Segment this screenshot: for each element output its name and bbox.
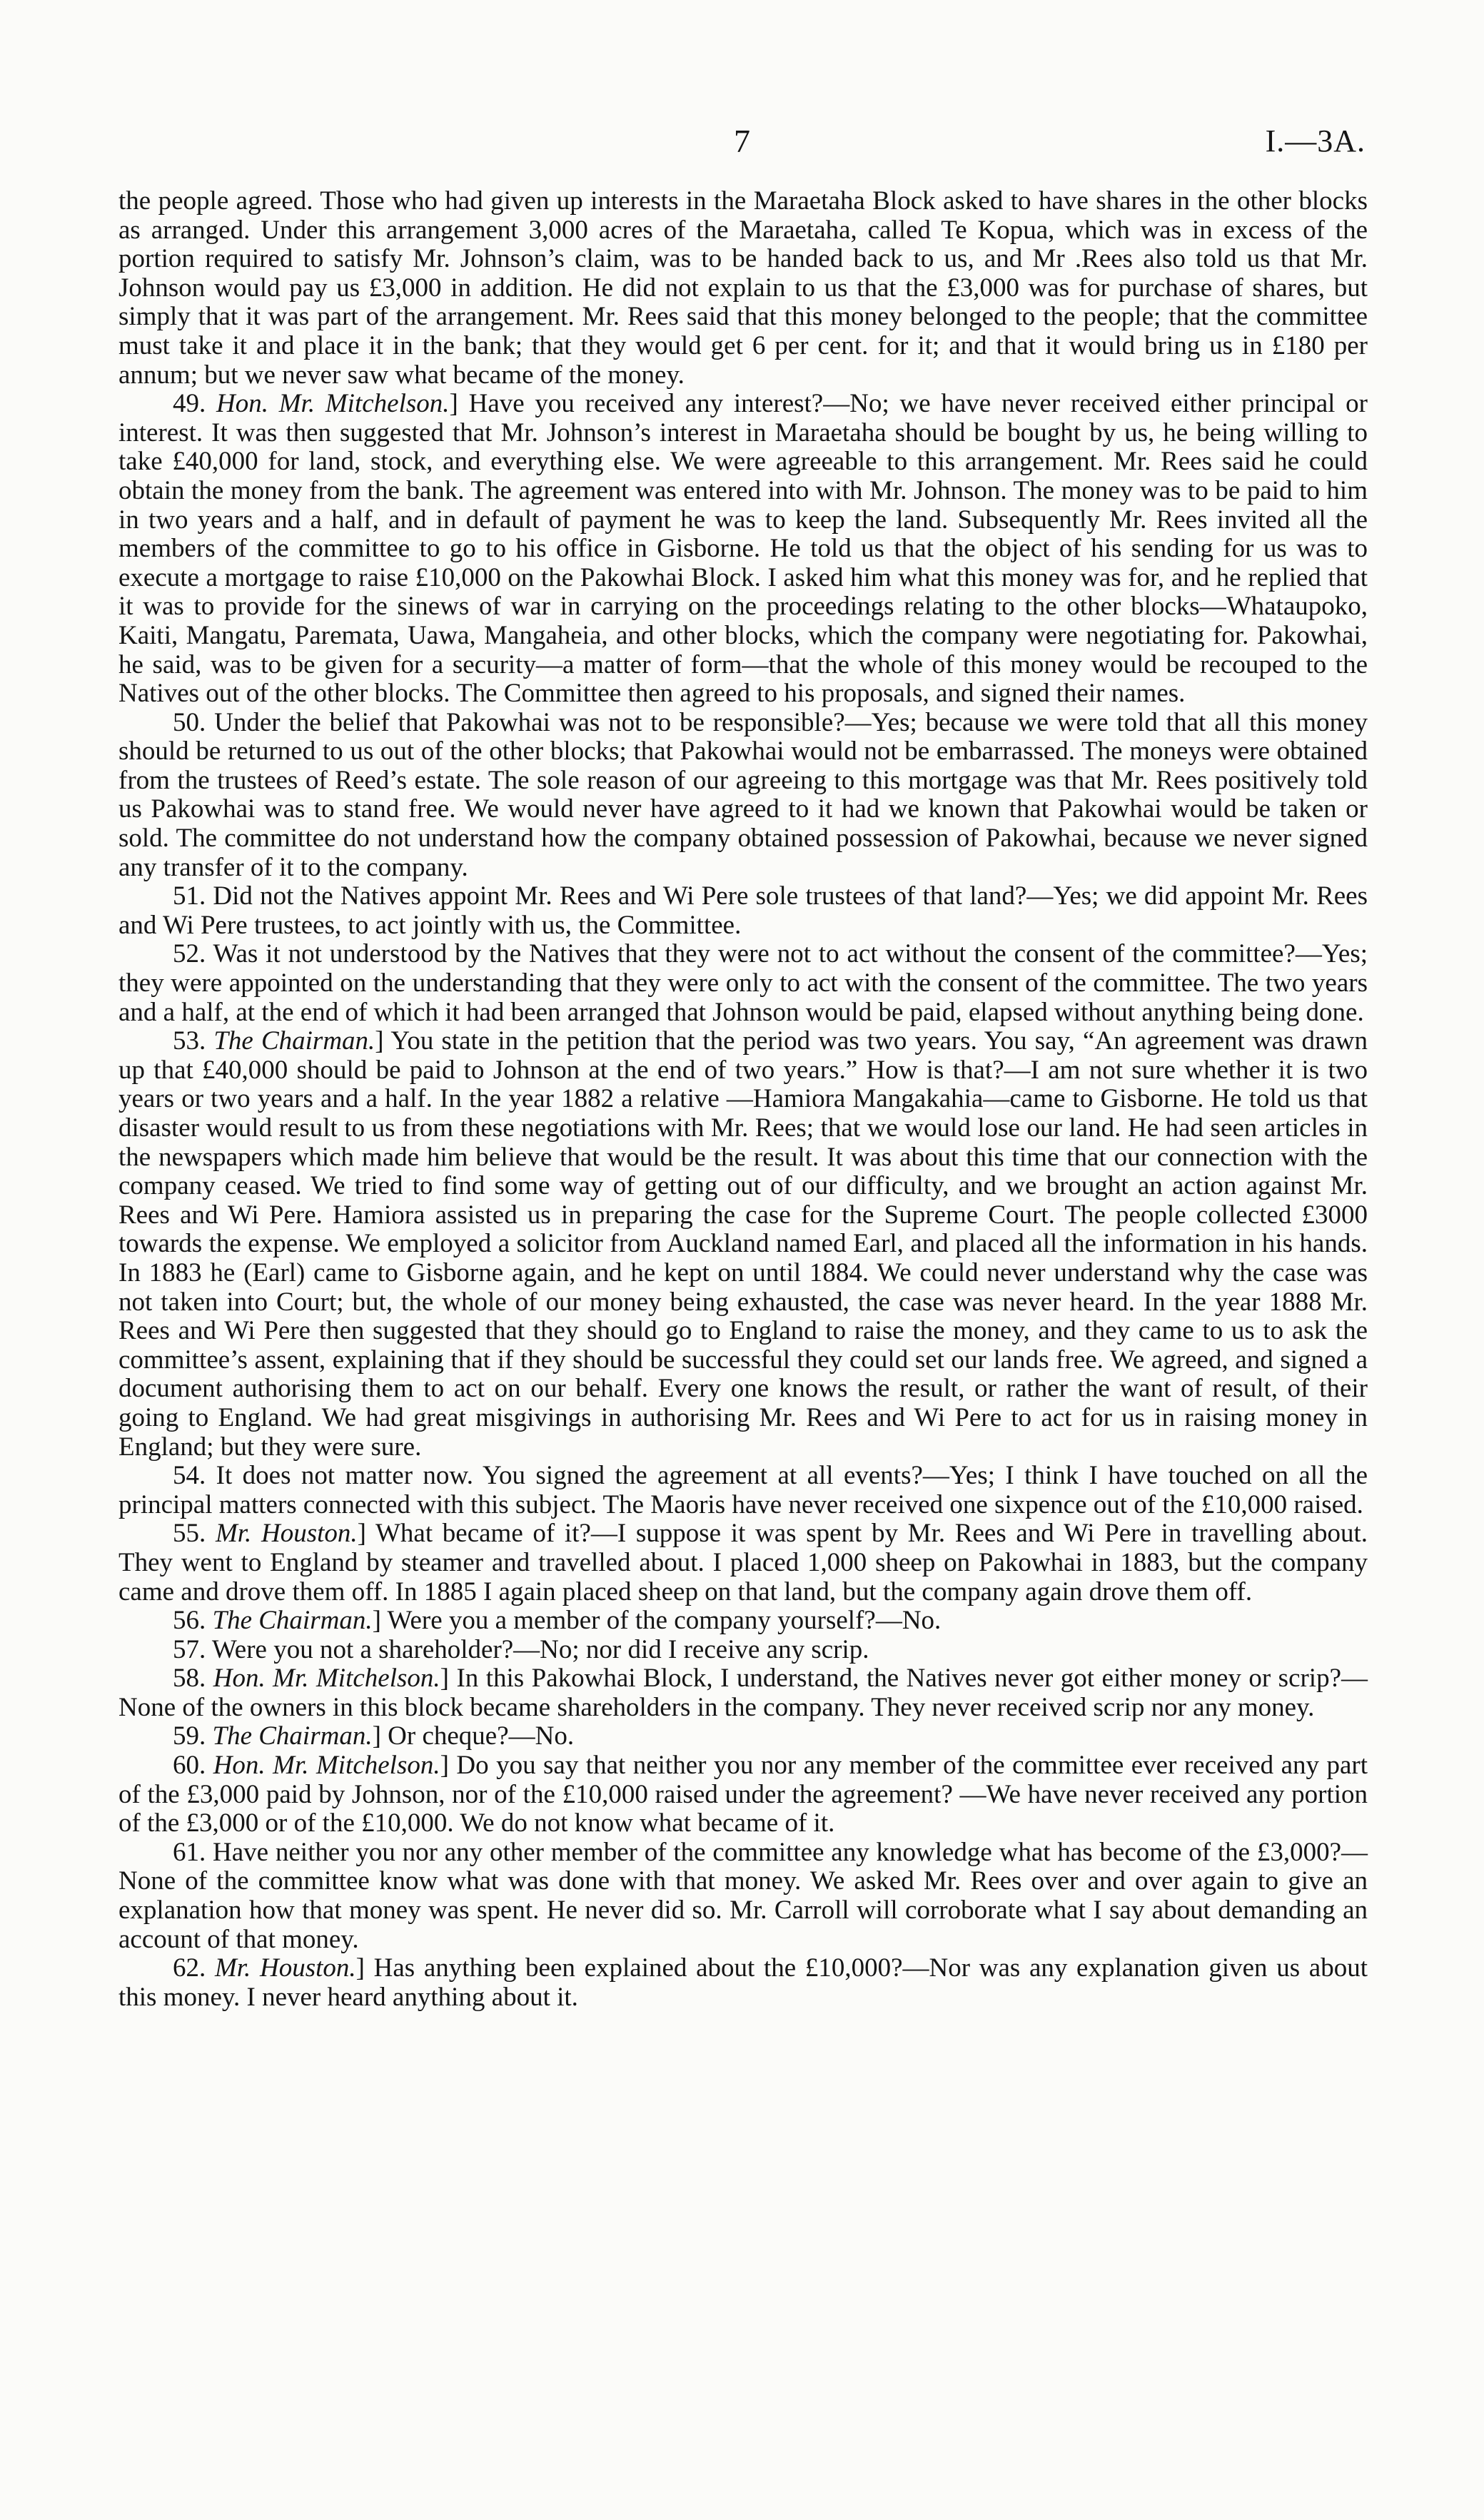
question-55: 55. Mr. Houston.] What became of it?—I suppose it was spent by Mr. Rees and Wi Pere in travelling about. They went to England by steamer and travelled about. I placed 1,000 sheep on Pakowhai in 1883, but the company came and drove them off. In 1885 I again placed sheep on that land, but the company again drove them off. bbox=[118, 1519, 1368, 1606]
question-text: Have neither you nor any other member of the committee any knowledge what has become of the £3,000?—None of the committee know what was done with that money. We asked Mr. Rees over and over again to give an explanation how that money was spent. He never did so. Mr. Carroll will corroborate what I say about demanding an account of that money. bbox=[118, 1837, 1368, 1954]
speaker: Mr. Houston. bbox=[214, 1953, 356, 1983]
question-57 bbox=[118, 1636, 1368, 1665]
question-number: 61. bbox=[173, 1837, 206, 1867]
question-number: 55. bbox=[173, 1519, 206, 1549]
question-text: Was it not understood by the Natives that they were not to act without the consent of the committee?—Yes; they were appointed on the understanding that they were only to act with the consent of the committee. The two years and a half, at the end of which it had been arranged that Johnson would be paid, elapsed without anything being done. bbox=[118, 939, 1368, 1027]
speaker: Hon. Mr. Mitchelson. bbox=[216, 389, 450, 419]
question-number: 53. bbox=[173, 1026, 206, 1056]
question-number: 62. bbox=[173, 1953, 206, 1983]
question-text: It does not matter now. You signed the agreement at all events?—Yes; I think I have touched on all the principal matters connected with this subject. The Maoris have never received one sixpence out of the £10,000 raised. bbox=[118, 1461, 1368, 1519]
paragraph bbox=[118, 187, 1368, 390]
document-body bbox=[118, 187, 1368, 2012]
question-text: Were you a member of the company yourself?—No. bbox=[387, 1606, 942, 1636]
question-number: 54. bbox=[173, 1461, 206, 1491]
question-text: In this Pakowhai Block, I understand, the Natives never got either money or scrip?—None of the owners in this block became shareholders in the company. They never received scrip nor any money. bbox=[118, 1664, 1368, 1722]
question-text: Have you received any interest?—No; we have never received either principal or interest. It was then suggested that Mr. Johnson’s interest in Maraetaha should be bought by us, he being willing to take £40,000 for land, stock, and everything else. We were agreeable to this arrangement. Mr. Rees said he could obtain the money from the bank. The agreement was entered into with Mr. Johnson. The money was to be paid to him in two years and a half, and in default of payment he was to keep the land. Subsequently Mr. Rees invited all the members of the committee to go to his office in Gisborne. He told us that the object of his sending for us was to execute a mortgage to raise £10,000 on the Pakowhai Block. I asked him what this money was for, and he replied that it was to provide for the sinews of war in carrying on the proceedings relating to the other blocks—Whataupoko, Kaiti, Mangatu, Paremata, Uawa, Mangaheia, and other blocks, which the company were negotiating for. Pakowhai, he said, was to be given for a security—a matter of form—that the whole of this money would be recouped to the Natives out of the other blocks. The Committee then agreed to his proposals, and signed their names. bbox=[118, 389, 1368, 709]
question-number: 49. bbox=[173, 389, 206, 419]
speaker: Hon. Mr. Mitchelson. bbox=[213, 1751, 440, 1781]
question-text: What became of it?—I suppose it was spent by Mr. Rees and Wi Pere in travelling about. They went to England by steamer and travelled about. I placed 1,000 sheep on Pakowhai in 1883, but the company came and drove them off. In 1885 I again placed sheep on that land, but the company again drove them off. bbox=[118, 1519, 1368, 1606]
question-61 bbox=[118, 1838, 1368, 1954]
question-59: 59. The Chairman.] Or cheque?—No. bbox=[173, 1721, 575, 1751]
question-number: 52. bbox=[173, 939, 206, 969]
question-60: 60. Hon. Mr. Mitchelson.] Do you say that neither you nor any member of the committee ever received any part of the £3,000 paid by Johnson, nor of the £10,000 raised under the agreement? —We have never received any portion of the £3,000 or of the £10,000. We do not know what became of it. bbox=[118, 1751, 1368, 1838]
question-50 bbox=[118, 709, 1368, 883]
question-number: 50. bbox=[173, 707, 206, 737]
speaker: Mr. Houston. bbox=[215, 1519, 358, 1549]
question-52 bbox=[118, 940, 1368, 1027]
speaker: The Chairman. bbox=[212, 1721, 373, 1751]
question-58: 58. Hon. Mr. Mitchelson.] In this Pakowhai Block, I understand, the Natives never got either money or scrip?—None of the owners in this block became shareholders in the company. They never received scrip nor any money. bbox=[118, 1664, 1368, 1722]
page-number: 7 bbox=[734, 123, 750, 159]
question-51 bbox=[118, 882, 1368, 940]
question-number: 59. bbox=[173, 1721, 206, 1751]
question-text: Under the belief that Pakowhai was not to be responsible?—Yes; because we were told that all this money should be returned to us out of the other blocks; that Pakowhai would not be embarrassed. The moneys were obtained from the trustees of Reed’s estate. The sole reason of our agreeing to this mortgage was that Mr. Rees positively told us Pakowhai was to stand free. We would never have agreed to it had we known that Pakowhai would be taken or sold. The committee do not understand how the company obtained possession of Pakowhai, because we never signed any transfer of it to the company. bbox=[118, 707, 1368, 882]
question-text: Has anything been explained about the £10,000?—Nor was any explanation given us about this money. I never heard anything about it. bbox=[118, 1953, 1368, 2012]
paragraph-text: the people agreed. Those who had given up interests in the Maraetaha Block asked to have shares in the other blocks as arranged. Under this arrangement 3,000 acres of the Maraetaha, called Te Kopua, which was in excess of the portion required to satisfy Mr. Johnson’s claim, was to be handed back to us, and Mr .Rees also told us that Mr. Johnson would pay us £3,000 in addition. He did not explain to us that the £3,000 was for purchase of shares, but simply that it was part of the arrangement. Mr. Rees said that this money belonged to the people; that the committee must take it and place it in the bank; that they would get 6 per cent. for it; and that it would bring us in £180 per annum; but we never saw what became of the money. bbox=[118, 186, 1368, 390]
question-number: 51. bbox=[173, 881, 206, 911]
question-49: 49. Hon. Mr. Mitchelson.] Have you received any interest?—No; we have never received either principal or interest. It was then suggested that Mr. Johnson’s interest in Maraetaha should be bought by us, he being willing to take £40,000 for land, stock, and everything else. We were agreeable to this arrangement. Mr. Rees said he could obtain the money from the bank. The agreement was entered into with Mr. Johnson. The money was to be paid to him in two years and a half, and in default of payment he was to keep the land. Subsequently Mr. Rees invited all the members of the committee to go to his office in Gisborne. He told us that the object of his sending for us was to execute a mortgage to raise £10,000 on the Pakowhai Block. I asked him what this money was for, and he replied that it was to provide for the sinews of war in carrying on the proceedings relating to the other blocks—Whataupoko, Kaiti, Mangatu, Paremata, Uawa, Mangaheia, and other blocks, which the company were negotiating for. Pakowhai, he said, was to be given for a security—a matter of form—that the whole of this money would be recouped to the Natives out of the other blocks. The Committee then agreed to his proposals, and signed their names. bbox=[118, 389, 1368, 709]
question-62: 62. Mr. Houston.] Has anything been explained about the £10,000?—Nor was any explanation given us about this money. I never heard anything about it. bbox=[118, 1953, 1368, 2012]
question-text: Were you not a shareholder?—No; nor did I receive any scrip. bbox=[211, 1634, 869, 1664]
speaker: The Chairman. bbox=[212, 1606, 373, 1636]
speaker: The Chairman. bbox=[213, 1026, 375, 1056]
question-number: 60. bbox=[173, 1751, 206, 1781]
question-56: 56. The Chairman.] Were you a member of the company yourself?—No. bbox=[173, 1606, 942, 1636]
question-number: 56. bbox=[173, 1606, 206, 1636]
speaker: Hon. Mr. Mitchelson. bbox=[213, 1664, 440, 1694]
question-number: 57. bbox=[173, 1634, 206, 1664]
question-number: 58. bbox=[173, 1664, 206, 1694]
document-reference: I.—3A. bbox=[1265, 123, 1366, 158]
question-text: Did not the Natives appoint Mr. Rees and Wi Pere sole trustees of that land?—Yes; we did appoint Mr. Rees and Wi Pere trustees, to act jointly with us, the Committee. bbox=[118, 881, 1368, 940]
question-53: 53. The Chairman.] You state in the petition that the period was two years. You say, “An agreement was drawn up that £40,000 should be paid to Johnson at the end of two years.” How is that?—I am not sure whether it is two years or two years and a half. In the year 1882 a relative —Hamiora Mangakahia—came to Gisborne. He told us that disaster would result to us from these negotiations with Mr. Rees; that we would lose our land. He had seen articles in the newspapers which made him believe that would be the result. It was about this time that our connection with the company ceased. We tried to find some way of getting out of our difficulty, and we brought an action against Mr. Rees and Wi Pere. Hamiora assisted us in preparing the case for the Supreme Court. The people collected £3000 towards the expense. We employed a solicitor from Auckland named Earl, and placed all the information in his hands. In 1883 he (Earl) came to Gisborne again, and he kept on until 1884. We could never understand why the case was not taken into Court; but, the whole of our money being exhausted, the case was never heard. In the year 1888 Mr. Rees and Wi Pere then suggested that they should go to England to raise the money, and they came to us to ask the committee’s assent, explaining that if they should be successful they could set our lands free. We agreed, and signed a document authorising them to act on our behalf. Every one knows the result, or rather the want of result, of their going to England. We had great misgivings in authorising Mr. Rees and Wi Pere to act for us in raising money in England; but they were sure. bbox=[118, 1026, 1368, 1462]
question-text: You state in the petition that the period was two years. You say, “An agreement was drawn up that £40,000 should be paid to Johnson at the end of two years.” How is that?—I am not sure whether it is two years or two years and a half. In the year 1882 a relative —Hamiora Mangakahia—came to Gisborne. He told us that disaster would result to us from these negotiations with Mr. Rees; that we would lose our land. He had seen articles in the newspapers which made him believe that would be the result. It was about this time that our connection with the company ceased. We tried to find some way of getting out of our difficulty, and we brought an action against Mr. Rees and Wi Pere. Hamiora assisted us in preparing the case for the Supreme Court. The people collected £3000 towards the expense. We employed a solicitor from Auckland named Earl, and placed all the information in his hands. In 1883 he (Earl) came to Gisborne again, and he kept on until 1884. We could never understand why the case was not taken into Court; but, the whole of our money being exhausted, the case was never heard. In the year 1888 Mr. Rees and Wi Pere then suggested that they should go to England to raise the money, and they came to us to ask the committee’s assent, explaining that if they should be successful they could set our lands free. We agreed, and signed a document authorising them to act on our behalf. Every one knows the result, or rather the want of result, of their going to England. We had great misgivings in authorising Mr. Rees and Wi Pere to act for us in raising money in England; but they were sure. bbox=[118, 1026, 1368, 1462]
question-54 bbox=[118, 1462, 1368, 1519]
question-text: Or cheque?—No. bbox=[388, 1721, 575, 1751]
question-text: Do you say that neither you nor any member of the committee ever received any part of the £3,000 paid by Johnson, nor of the £10,000 raised under the agreement? —We have never received any portion of the £3,000 or of the £10,000. We do not know what became of it. bbox=[118, 1751, 1368, 1838]
